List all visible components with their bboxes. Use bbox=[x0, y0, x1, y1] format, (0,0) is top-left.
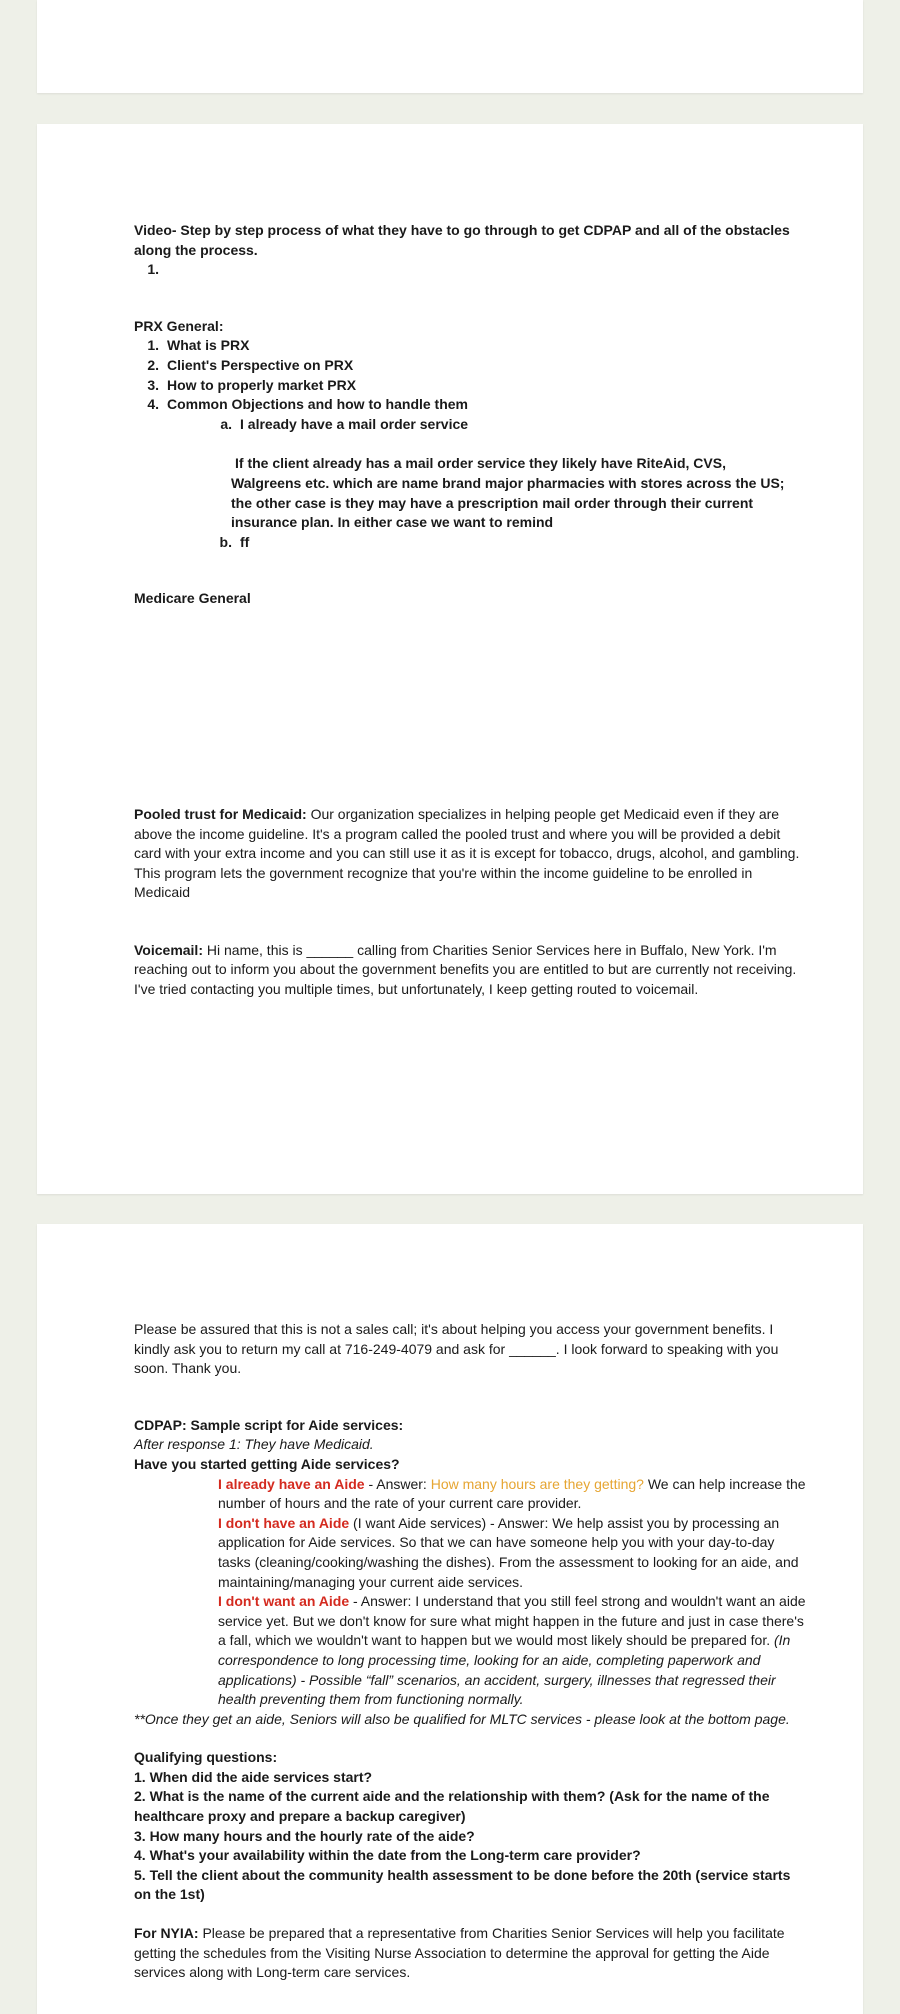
document-page-2 bbox=[37, 124, 863, 1194]
document-page-3 bbox=[37, 1224, 863, 2014]
qualifying-heading: Qualifying questions: bbox=[134, 1749, 278, 1766]
prx-heading: PRX General: bbox=[134, 317, 224, 334]
mltc-note: **Once they get an aide, Seniors will also be qualified for MLTC services - please look at the bottom page. bbox=[134, 1710, 790, 1727]
qualifying-question: 4. What's your availability within the date from the Long-term care provider? bbox=[134, 1847, 641, 1864]
pooled-trust-paragraph: Pooled trust for Medicaid: Our organization specializes in helping people get Medicaid even if they are above the income guideline. It's a program called the pooled trust and where you will be provided a debit card with your extra income and you can still use it as it is except for tobacco, drugs, alcohol, and gambling. This program lets the government recognize that you're within the income guideline to be enrolled in Medicaid bbox=[134, 805, 800, 901]
qualifying-question: 2. What is the name of the current aide and the relationship with them? (Ask for the name of the healthcare proxy and prepare a backup caregiver) bbox=[134, 1788, 770, 1825]
prx-sub-item-a: a. I already have a mail order service bbox=[220, 415, 469, 432]
qualifying-question: 5. Tell the client about the community health assessment to be done before the 20th (service starts on the 1st) bbox=[134, 1866, 791, 1903]
qualifying-question: 1. When did the aide services start? bbox=[134, 1768, 373, 1785]
page-2-content bbox=[134, 221, 806, 1000]
after-response-note: After response 1: They have Medicaid. bbox=[134, 1436, 374, 1453]
prx-list-item: 1. What is PRX bbox=[147, 337, 250, 354]
video-list-item: 1. bbox=[147, 261, 159, 278]
cdpap-heading: CDPAP: Sample script for Aide services: bbox=[134, 1416, 404, 1433]
option-already-have-aide: I already have an Aide - Answer: How many hours are they getting? We can help increase the number of hours and the rate of your current care provider. bbox=[218, 1475, 806, 1512]
document-page-1 bbox=[37, 0, 863, 93]
mail-order-paragraph: If the client already has a mail order service they likely have RiteAid, CVS, Walgreens etc. which are name brand major pharmacies with stores across the US; the other case is they may have a prescription mail order through their current insurance plan. In either case we want to remind bbox=[231, 455, 785, 531]
assurance-paragraph: Please be assured that this is not a sales call; it's about helping you access your government benefits. I kindly ask you to return my call at 716-249-4079 and ask for ______. I look forward to speaking with you soon. Thank you. bbox=[134, 1321, 779, 1377]
video-heading: Video- Step by step process of what they have to go through to get CDPAP and all of the obstacles along the process. bbox=[134, 222, 790, 258]
started-question: Have you started getting Aide services? bbox=[134, 1455, 400, 1472]
qualifying-list bbox=[134, 1768, 806, 1905]
voicemail-paragraph: Voicemail: Hi name, this is ______ calling from Charities Senior Services here in Buffalo, New York. I'm reaching out to inform you about the government benefits you are entitled to but are currently not receiving. I've tried contacting you multiple times, but unfortunately, I keep getting routed to voicemail. bbox=[134, 941, 797, 998]
option-dont-want-aide: I don't want an Aide - Answer: I understand that you still feel strong and wouldn't want an aide service yet. But we don't know for sure what might happen in the future and just in case there's a fall, which we wouldn't want to happen but we would most likely should be prepared for. (In correspondence to long processing time, looking for an aide, completing paperwork and applications) - Possible “fall” scenarios, an accident, surgery, illnesses that regressed their health preventing them from functioning normally. bbox=[218, 1593, 806, 1708]
medicare-heading: Medicare General bbox=[134, 590, 251, 607]
aide-options bbox=[134, 1475, 806, 1710]
prx-list-item: 2. Client's Perspective on PRX bbox=[147, 356, 354, 373]
page-3-content bbox=[134, 1320, 806, 1983]
option-dont-have-aide: I don't have an Aide (I want Aide services) - Answer: We help assist you by processing an application for Aide services. So that we can have someone help you with your day-to-day tasks (cleaning/cooking/washing the dishes). From the assessment to looking for an aide, and maintaining/managing your current aide services. bbox=[218, 1514, 799, 1590]
qualifying-question: 3. How many hours and the hourly rate of the aide? bbox=[134, 1827, 475, 1844]
prx-list-item: 3. How to properly market PRX bbox=[147, 376, 357, 393]
prx-sub-item-b: b. ff bbox=[219, 533, 250, 550]
prx-list-item: 4. Common Objections and how to handle them bbox=[147, 396, 469, 413]
prx-list bbox=[134, 336, 806, 414]
nyia-paragraph: For NYIA: Please be prepared that a representative from Charities Senior Services will help you facilitate getting the schedules from the Visiting Nurse Association to determine the approval for getting the Aide services along with Long-term care services. bbox=[134, 1925, 785, 1981]
